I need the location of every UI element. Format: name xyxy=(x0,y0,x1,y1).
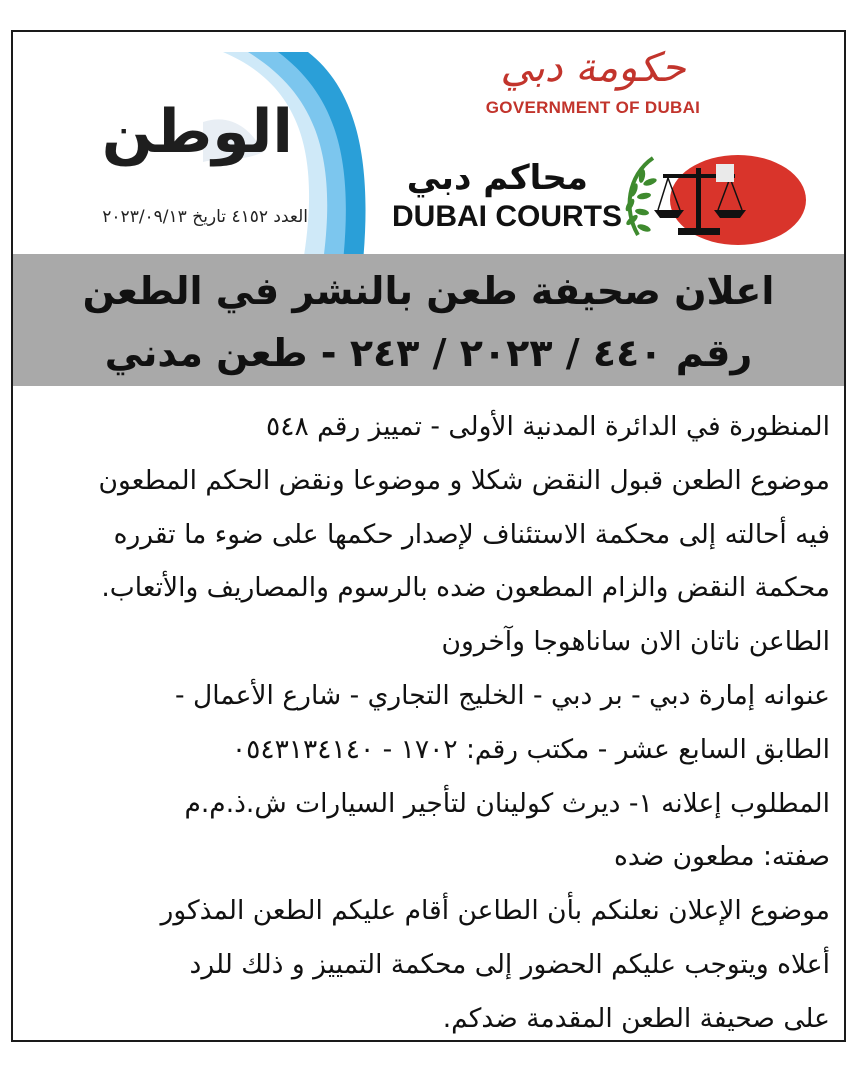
newspaper-masthead xyxy=(23,52,353,242)
notice-title-line-1: اعلان صحيفة طعن بالنشر في الطعن xyxy=(82,269,775,313)
notice-header xyxy=(13,32,844,252)
newspaper-name: الوطن xyxy=(101,97,293,167)
government-name-ar: حكومة دبي xyxy=(500,45,686,91)
notice-body-line: عنوانه إمارة دبي - بر دبي - الخليج التجاري - شارع الأعمال - xyxy=(174,679,830,711)
notice-body-line: أعلاه ويتوجب عليكم الحضور إلى محكمة التمييز و ذلك للرد xyxy=(189,948,830,980)
notice-body-line: على صحيفة الطعن المقدمة ضدكم. xyxy=(442,1002,830,1034)
notice-frame xyxy=(11,30,846,1042)
government-logo xyxy=(443,42,743,142)
notice-body-line: موضوع الطعن قبول النقض شكلا و موضوعا ونقض الحكم المطعون xyxy=(98,464,830,496)
government-name-en: GOVERNMENT OF DUBAI xyxy=(485,98,701,117)
courts-name-ar: محاكم دبي xyxy=(406,158,588,198)
notice-body xyxy=(25,400,830,1046)
notice-body-line: الطاعن ناتان الان ساناهوجا وآخرون xyxy=(441,626,830,658)
notice-title-line-2: رقم ٤٤٠ / ٢٠٢٣ / ٢٤٣ - طعن مدني xyxy=(104,331,753,375)
notice-body-line: الطابق السابع عشر - مكتب رقم: ١٧٠٢ - ٠٥٤٣١٣٤١٤٠ xyxy=(231,733,830,765)
notice-body-line: صفته: مطعون ضده xyxy=(613,841,830,873)
newspaper-issue-line: العدد ٤١٥٢ تاريخ ٢٠٢٣/٠٩/١٣ xyxy=(102,207,308,227)
dubai-courts-logo xyxy=(388,150,808,250)
courts-name-en: DUBAI COURTS xyxy=(392,200,622,233)
notice-body-line: فيه أحالته إلى محكمة الاستئناف لإصدار حكمها على ضوء ما تقرره xyxy=(113,518,830,550)
notice-body-line: موضوع الإعلان نعلنكم بأن الطاعن أقام عليكم الطعن المذكور xyxy=(160,895,830,927)
notice-title-band xyxy=(13,254,844,386)
scales-of-justice-icon xyxy=(618,150,808,250)
notice-body-line: المنظورة في الدائرة المدنية الأولى - تمييز رقم ٥٤٨ xyxy=(266,411,830,442)
notice-body-line: المطلوب إعلانه ١- ديرث كولينان لتأجير السيارات ش.ذ.م.م xyxy=(184,787,830,819)
notice-body-line: محكمة النقض والزام المطعون ضده بالرسوم والمصاريف والأتعاب. xyxy=(101,572,830,604)
